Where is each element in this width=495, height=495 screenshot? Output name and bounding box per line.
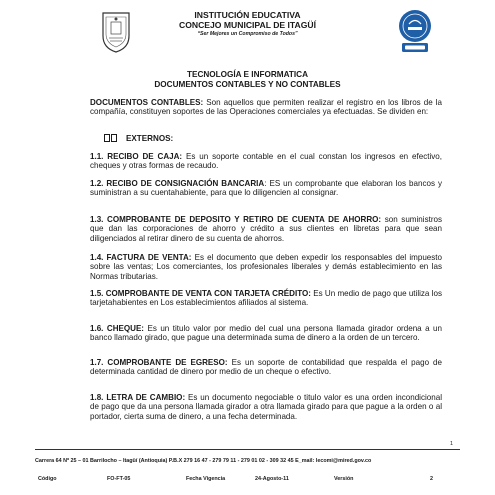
item-factura-de-venta — [90, 253, 442, 281]
item-text: Es un documento negociable o titulo valor es una orden incondicional de pago que da una persona llamada girador a otra llamada girado para que pague a la orden o al portador, cierta suma de dinero, a una fecha determinada. — [90, 393, 442, 421]
item-term: 1.5. COMPROBANTE DE VENTA CON TARJETA CRÉDITO: — [90, 289, 311, 298]
motto: “Ser Mejores un Compromiso de Todos” — [197, 31, 298, 37]
item-text: Es un soporte de contabilidad que respalda el pago de determinada cantidad de dinero por medio de un cheque o efectivo. — [90, 358, 442, 377]
item-recibo-de-consignacion — [90, 179, 442, 198]
subject-title: TECNOLOGÍA E INFORMATICA — [187, 70, 308, 79]
item-text: Es un titulo valor por medio del cual una persona llamada girador ordena a un banco llamado girado, que pague una determinada suma de dinero a la orden de un tercero. — [90, 324, 442, 343]
item-term: 1.8. LETRA DE CAMBIO: — [90, 393, 186, 402]
bullet-box-icon — [111, 134, 117, 142]
vigencia-label: Fecha Vigencia — [186, 476, 226, 482]
item-text: Es el documento que deben expedir los responsables del impuesto sobre las ventas; Los comerciantes, los profesionales liberales y demás establecimiento en las Normas tributarias. — [90, 253, 443, 281]
item-letra-de-cambio — [90, 393, 442, 421]
item-term: 1.6. CHEQUE: — [90, 324, 144, 333]
intro-paragraph — [90, 98, 442, 117]
document-title: DOCUMENTOS CONTABLES Y NO CONTABLES — [154, 80, 341, 89]
version-label: Versión — [334, 476, 354, 482]
intro-text: Son aquellos que permiten realizar el registro en los libros de la compañía, constituyen soportes de las Operaciones comerciales ya efectuadas. Se dividen en: — [90, 98, 443, 117]
item-cheque — [90, 324, 442, 343]
item-text: Es Un medio de pago que utiliza los tarjetahabientes en Los establecimientos afiliados al sistema. — [90, 289, 442, 308]
vigencia-value: 24-Agosto-11 — [255, 476, 289, 482]
item-term: 1.1. RECIBO DE CAJA: — [90, 152, 183, 161]
item-comprobante-egreso — [90, 358, 442, 377]
item-term: 1.3. COMPROBANTE DE DEPOSITO Y RETIRO DE CUENTA DE AHORRO: — [90, 215, 382, 224]
codigo-label: Código — [38, 476, 57, 482]
item-recibo-de-caja — [90, 152, 442, 171]
item-text: Es un soporte contable en el cual constan los ingresos en efectivo, cheques y otras formas de recaudo. — [90, 152, 442, 171]
institution-name: INSTITUCIÓN EDUCATIVA — [194, 10, 301, 20]
item-term: 1.2. RECIBO DE CONSIGNACIÓN BANCARIA — [90, 179, 265, 188]
council-name: CONCEJO MUNICIPAL DE ITAGÜÍ — [178, 20, 317, 30]
codigo-value: FO-FT-05 — [107, 476, 131, 482]
item-text: son suministros que dan las corporaciones de ahorro y crédito a sus clientes en libretas para que sean diligenciados al retirar dinero de su cuenta de ahorros. — [90, 215, 443, 243]
intro-term: DOCUMENTOS CONTABLES: — [90, 98, 204, 107]
bullet-box-icon — [104, 134, 110, 142]
externos-heading — [104, 134, 173, 143]
item-term: 1.4. FACTURA DE VENTA: — [90, 253, 192, 262]
footer-address: Carrera 64 Nº 25 – 01 Barrilocho – Itagüí (Antioquia) P.B.X 279 16 47 - 279 79 11 - 279 01 02 - 309 32 45 E_mail: lecomi@mired.gov.co — [35, 458, 372, 464]
externos-label: EXTERNOS: — [126, 134, 174, 143]
item-text: : ES un comprobante que elaboran los bancos y suministran a su cuentahabiente, para que lo diligencien al consignar. — [90, 179, 442, 198]
item-term: 1.7. COMPROBANTE DE EGRESO: — [90, 358, 228, 367]
footer-divider — [35, 449, 460, 450]
page-number: 1 — [450, 441, 454, 447]
version-value: 2 — [430, 476, 433, 482]
item-comprobante-tarjeta — [90, 289, 442, 308]
item-comprobante-ahorro — [90, 215, 442, 243]
